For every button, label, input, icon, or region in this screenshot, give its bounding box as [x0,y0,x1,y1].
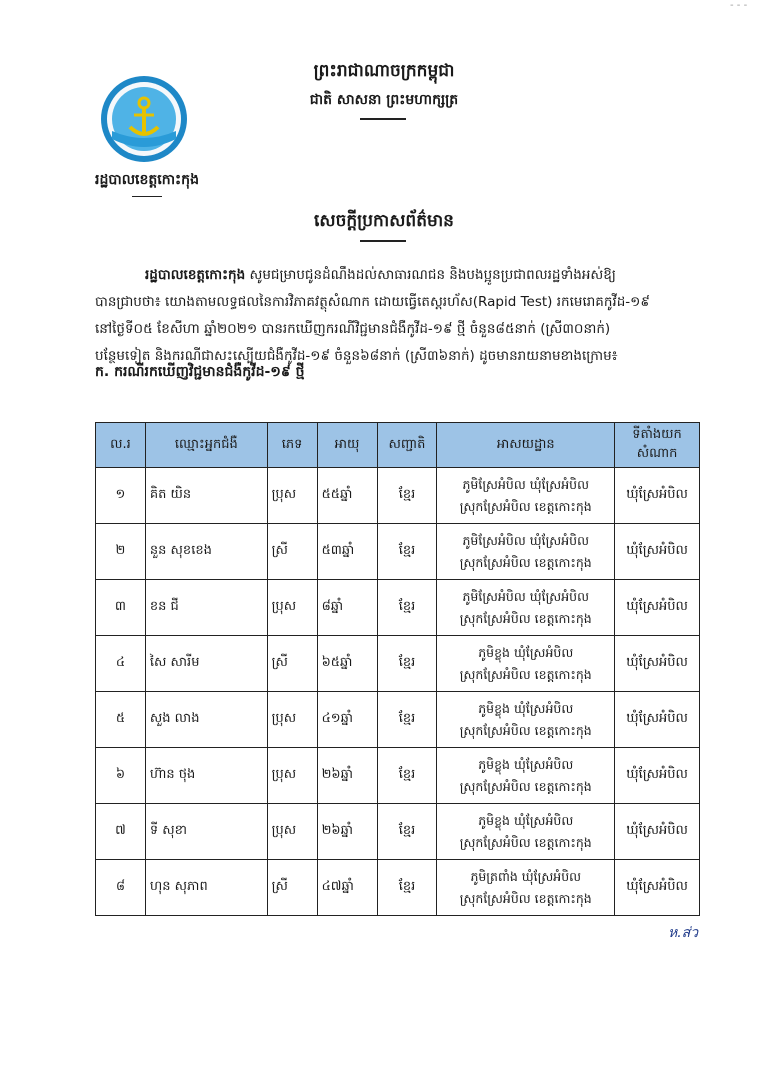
header-age: អាយុ [317,423,377,468]
issuer-name: រដ្ឋបាលខេត្តកោះកុង [95,172,199,188]
cell-no: ៤ [96,636,146,692]
cell-sex: ស្រី [267,860,317,916]
cell-name: ហ៊ាន ថុង [145,748,267,804]
cell-sample-site: ឃុំស្រែអំបិល [615,636,700,692]
cell-sex: ប្រុស [267,804,317,860]
cell-sample-site: ឃុំស្រែអំបិល [615,524,700,580]
divider-ornament [360,118,406,120]
cell-age: ២៦ឆ្នាំ [317,804,377,860]
address-line: ស្រុកស្រែអំបិល ខេត្តកោះកុង [459,610,592,626]
address-line: ស្រុកស្រែអំបិល ខេត្តកោះកុង [459,722,592,738]
document-title: សេចក្តីប្រកាសព័ត៌មាន [314,211,454,231]
cell-sex: ស្រី [267,636,317,692]
cell-age: ៥៥ឆ្នាំ [317,468,377,524]
address-line: ភូមិខ្លុង ឃុំស្រែអំបិល [478,756,574,772]
table-row [96,692,700,748]
address-line: ស្រុកស្រែអំបិល ខេត្តកោះកុង [459,834,592,850]
national-motto: ជាតិ សាសនា ព្រះមហាក្សត្រ [309,92,459,108]
address-line: ស្រុកស្រែអំបិល ខេត្តកោះកុង [459,666,592,682]
cell-sex: ប្រុស [267,748,317,804]
cell-no: ២ [96,524,146,580]
header-sex: ភេទ [267,423,317,468]
cell-age: ៨ឆ្នាំ [317,580,377,636]
cell-age: ៦៥ឆ្នាំ [317,636,377,692]
cases-table [95,422,700,916]
address-line: ភូមិស្រែអំបិល ឃុំស្រែអំបិល [462,588,589,604]
address-line: ភូមិខ្លុង ឃុំស្រែអំបិល [478,700,574,716]
cell-nationality: ខ្មែរ [377,468,437,524]
paragraph-line-4: បន្ថែមទៀត និងករណីជាសះស្បើយជំងឺកូវីដ-១៩ ចំនួន៦៨នាក់ (ស្រី៣៦នាក់) ដូចមានរាយនាមខាងក្រោម៖ [95,348,618,364]
announcement-paragraph [95,262,695,370]
cell-age: ៥៣ឆ្នាំ [317,524,377,580]
header-name: ឈ្មោះអ្នកជំងឺ [145,423,267,468]
address-line: ភូមិខ្លុង ឃុំស្រែអំបិល [478,812,574,828]
cell-address [437,804,615,860]
corner-mark: - - - [730,0,748,11]
address-line: ភូមិខ្លុង ឃុំស្រែអំបិល [478,644,574,660]
cell-name: ខន ជី [145,580,267,636]
cell-no: ៣ [96,580,146,636]
cell-age: ៤១ឆ្នាំ [317,692,377,748]
cell-no: ៨ [96,860,146,916]
table-header-row [96,423,700,468]
address-line: ភូមិត្រពាំង ឃុំស្រែអំបិល [470,868,582,884]
cell-address [437,524,615,580]
cell-nationality: ខ្មែរ [377,860,437,916]
cell-sex: ស្រី [267,524,317,580]
cell-sex: ប្រុស [267,692,317,748]
cell-sample-site: ឃុំស្រែអំបិល [615,580,700,636]
cell-nationality: ខ្មែរ [377,804,437,860]
table-row [96,860,700,916]
cell-sample-site: ឃុំស្រែអំបិល [615,860,700,916]
issuer-divider [132,196,162,197]
address-line: ស្រុកស្រែអំបិល ខេត្តកោះកុង [459,554,592,570]
header-nationality: សញ្ជាតិ [377,423,437,468]
table-row [96,636,700,692]
cell-nationality: ខ្មែរ [377,580,437,636]
paragraph-line-1: រដ្ឋបាលខេត្តកោះកុង សូមជម្រាបជូនដំណឹងដល់សាធារណជន និងបងប្អូនប្រជាពលរដ្ឋទាំងអស់ឱ្យ [145,267,616,283]
cell-nationality: ខ្មែរ [377,748,437,804]
table-row [96,468,700,524]
cell-sex: ប្រុស [267,580,317,636]
paragraph-lead: រដ្ឋបាលខេត្តកោះកុង [145,267,246,283]
cell-address [437,468,615,524]
cell-no: ១ [96,468,146,524]
cell-address [437,860,615,916]
address-line: ស្រុកស្រែអំបិល ខេត្តកោះកុង [459,498,592,514]
paragraph-line-2: បានជ្រាបថា៖ យោងតាមលទ្ធផលនៃការវិភាគវត្ថុសំណាក ដោយធ្វើតេស្តរហ័ស(Rapid Test) រកមេរោគកូវីដ-១៩ [95,294,650,310]
cell-name: សួង លាង [145,692,267,748]
kingdom-heading: ព្រះរាជាណាចក្រកម្ពុជា [313,61,455,81]
cell-name: គិត យិន [145,468,267,524]
cell-sample-site: ឃុំស្រែអំបិល [615,468,700,524]
handwritten-initials: ห.ส่ว [668,925,699,941]
cell-address [437,748,615,804]
cell-name: ទី សុខា [145,804,267,860]
cell-address [437,692,615,748]
cell-sample-site: ឃុំស្រែអំបិល [615,804,700,860]
cell-address [437,636,615,692]
cell-nationality: ខ្មែរ [377,692,437,748]
table-row [96,804,700,860]
cell-age: ៤៧ឆ្នាំ [317,860,377,916]
cell-nationality: ខ្មែរ [377,636,437,692]
paragraph-line-3: នៅថ្ងៃទី០៥ ខែសីហា ឆ្នាំ២០២១ បានរកឃើញករណីវិជ្ជមានជំងឺកូវីដ-១៩ ថ្មី ចំនួន៨៥នាក់ (ស្រី៣០នាក់) [95,321,611,337]
address-line: ស្រុកស្រែអំបិល ខេត្តកោះកុង [459,778,592,794]
provincial-seal-logo [100,75,188,163]
cell-no: ៥ [96,692,146,748]
cell-address [437,580,615,636]
cell-no: ៧ [96,804,146,860]
section-heading: ក. ករណីរកឃើញវិជ្ជមានជំងឺកូវីដ-១៩ ថ្មី [95,364,305,380]
table-row [96,580,700,636]
address-line: ភូមិស្រែអំបិល ឃុំស្រែអំបិល [462,532,589,548]
header-address: អាសយដ្ឋាន [437,423,615,468]
cell-sample-site: ឃុំស្រែអំបិល [615,692,700,748]
address-line: ភូមិស្រែអំបិល ឃុំស្រែអំបិល [462,476,589,492]
cell-nationality: ខ្មែរ [377,524,437,580]
cell-no: ៦ [96,748,146,804]
table-row [96,524,700,580]
header-no: ល.រ [96,423,146,468]
address-line: ស្រុកស្រែអំបិល ខេត្តកោះកុង [459,890,592,906]
cell-name: សៃ សារីម [145,636,267,692]
cell-sex: ប្រុស [267,468,317,524]
cell-name: ហុន សុភាព [145,860,267,916]
table-row [96,748,700,804]
cell-name: នួន សុខខេង [145,524,267,580]
cell-age: ២៦ឆ្នាំ [317,748,377,804]
header-sample-site: ទីតាំងយកសំណាក [615,423,700,468]
title-divider [360,240,406,242]
cell-sample-site: ឃុំស្រែអំបិល [615,748,700,804]
